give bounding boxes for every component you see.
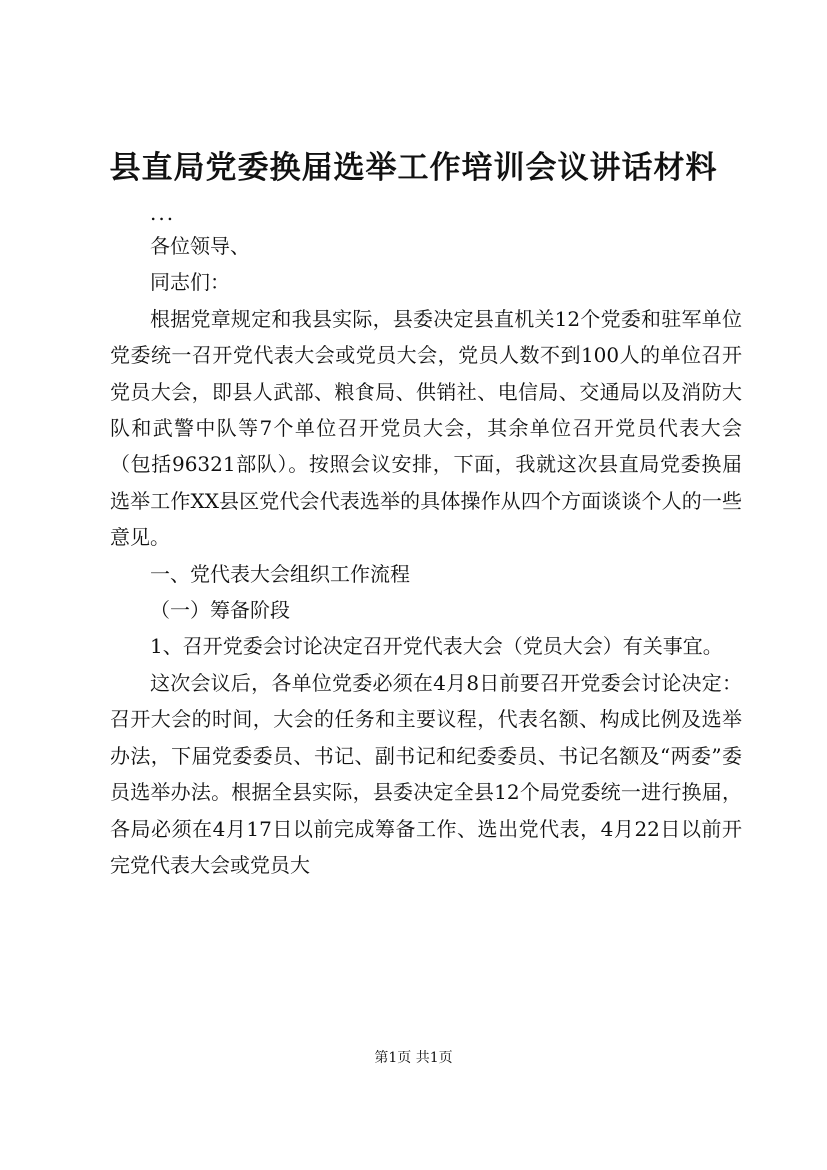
salutation-comrades: 同志们： [150, 270, 230, 295]
intro-paragraph: 根据党章规定和我县实际，县委决定县直机关12个党委和驻军单位党委统一召开党代表大会或党员大会，党员人数不到100人的单位召开党员大会，即县人武部、粮食局、供销社、电信局、交通局以及消防大队和武警中队等7个单位召开党员大会，其余单位召开党员代表大会（包括96321部队）。按照会议安排，下面，我就这次县直局党委换届选举工作XX县区党代会代表选举的具体操作从四个方面谈谈个人的一些意见。 [110, 306, 742, 550]
document-title: 县直局党委换届选举工作培训会议讲话材料 [109, 150, 718, 186]
section-heading-1: 一、党代表大会组织工作流程 [150, 561, 410, 586]
subsection-heading-1: （一）筹备阶段 [150, 598, 290, 623]
document-body [110, 198, 742, 883]
ellipsis-line: ... [150, 201, 176, 225]
salutation-leaders: 各位领导、 [150, 234, 250, 258]
body-paragraph: 这次会议后，各单位党委必须在4月8日前要召开党委会讨论决定：召开大会的时间，大会的任务和主要议程，代表名额、构成比例及选举办法，下届党委委员、书记、副书记和纪委委员、书记名额及“两委”委员选举办法。根据全县实际，县委决定全县12个局党委统一进行换届，各局必须在4月17日以前完成筹备工作、选出党代表，4月22日以前开完党代表大会或党员大 [110, 670, 742, 877]
item-heading-1: 1、召开党委会讨论决定召开党代表大会（党员大会）有关事宜。 [150, 634, 723, 659]
page-footer: 第1页 共1页 [374, 1050, 453, 1066]
